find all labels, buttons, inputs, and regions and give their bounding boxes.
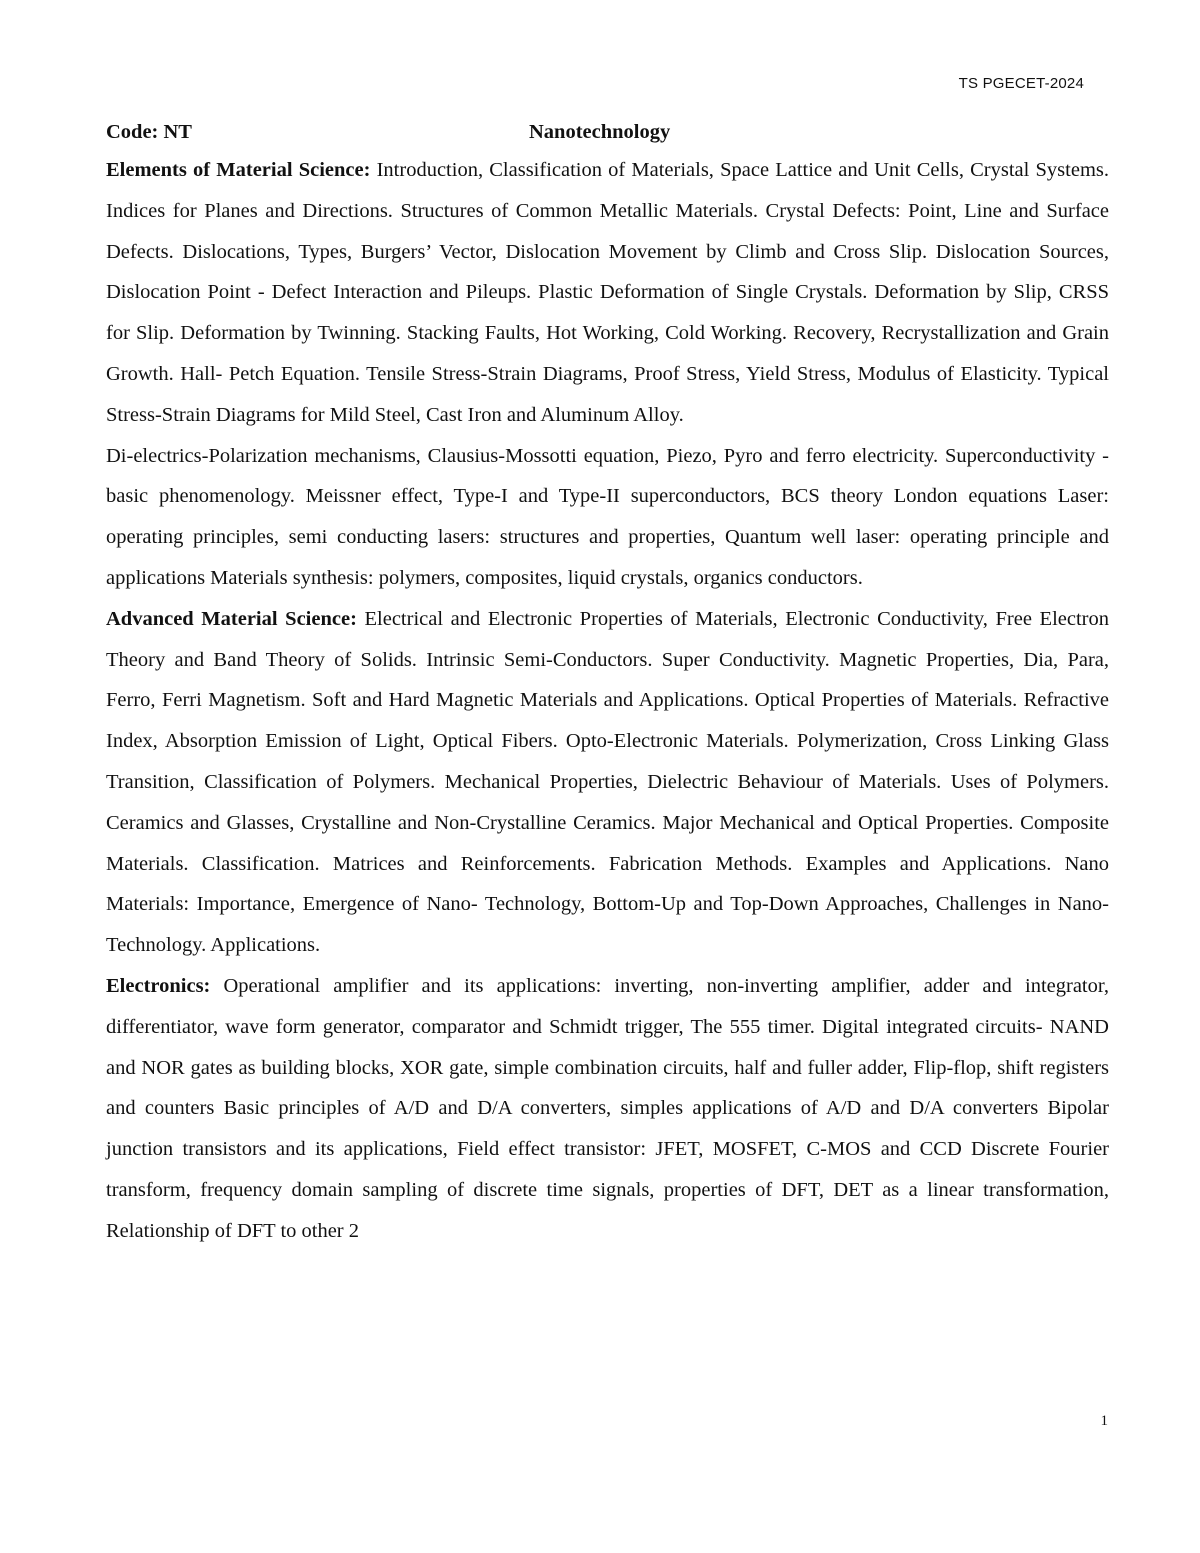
section-heading: Advanced Material Science: bbox=[106, 607, 357, 630]
section-text: Introduction, Classification of Materials, Space Lattice and Unit Cells, Crystal Systems. Indices for Planes and Directions. Structures of Common Metallic Materials. Crystal Defects: Point, Line and Surface Defects. Dislocations, Types, Burgers’ Vector, Dislocation Movement by Climb and Cross Slip. Dislocation Sources, Dislocation Point - Defect Interaction and Pileups. Plastic Deformation of Single Crystals. Deformation by Slip, CRSS for Slip. Deformation by Twinning. Stacking Faults, Hot Working, Cold Working. Recovery, Recrystallization and Grain Growth. Hall- Petch Equation. Tensile Stress-Strain Diagrams, Proof Stress, Yield Stress, Modulus of Elasticity. Typical Stress-Strain Diagrams for Mild Steel, Cast Iron and Aluminum Alloy. bbox=[106, 159, 1109, 426]
section-dielectrics bbox=[106, 436, 1109, 599]
document-title: Nanotechnology bbox=[529, 121, 671, 143]
syllabus-page bbox=[106, 114, 1109, 1252]
section-elements-of-material-science bbox=[106, 150, 1109, 436]
section-text: Operational amplifier and its applications: inverting, non-inverting amplifier, adder and integrator, differentiator, wave form generator, comparator and Schmidt trigger, The 555 timer. Digital integrated circuits- NAND and NOR gates as building blocks, XOR gate, simple combination circuits, half and fuller adder, Flip-flop, shift registers and counters Basic principles of A/D and D/A converters, simples applications of A/D and D/A converters Bipolar junction transistors and its applications, Field effect transistor: JFET, MOSFET, C-MOS and CCD Discrete Fourier transform, frequency domain sampling of discrete time signals, properties of DFT, DET as a linear transformation, Relationship of DFT to other 2 bbox=[106, 974, 1109, 1242]
page-number: 1 bbox=[1100, 1413, 1108, 1429]
code-title-line bbox=[106, 114, 1109, 150]
section-advanced-material-science bbox=[106, 599, 1109, 966]
section-electronics bbox=[106, 966, 1109, 1252]
section-text: Electrical and Electronic Properties of Materials, Electronic Conductivity, Free Electron Theory and Band Theory of Solids. Intrinsic Semi-Conductors. Super Conductivity. Magnetic Properties, Dia, Para, Ferro, Ferri Magnetism. Soft and Hard Magnetic Materials and Applications. Optical Properties of Materials. Refractive Index, Absorption Emission of Light, Optical Fibers. Opto-Electronic Materials. Polymerization, Cross Linking Glass Transition, Classification of Polymers. Mechanical Properties, Dielectric Behaviour of Materials. Uses of Polymers. Ceramics and Glasses, Crystalline and Non-Crystalline Ceramics. Major Mechanical and Optical Properties. Composite Materials. Classification. Matrices and Reinforcements. Fabrication Methods. Examples and Applications. Nano Materials: Importance, Emergence of Nano- Technology, Bottom-Up and Top-Down Approaches, Challenges in Nano-Technology. Applications. bbox=[106, 607, 1109, 957]
subject-code: Code: NT bbox=[106, 121, 192, 143]
exam-header-label: TS PGECET-2024 bbox=[958, 75, 1084, 92]
section-heading: Elements of Material Science: bbox=[106, 159, 371, 181]
section-heading: Electronics: bbox=[106, 974, 211, 997]
section-text: Di-electrics-Polarization mechanisms, Clausius-Mossotti equation, Piezo, Pyro and ferro electricity. Superconductivity - basic phenomenology. Meissner effect, Type-I and Type-II superconductors, BCS theory London equations Laser: operating principles, semi conducting lasers: structures and properties, Quantum well laser: operating principle and applications Materials synthesis: polymers, composites, liquid crystals, organics conductors. bbox=[106, 444, 1109, 589]
